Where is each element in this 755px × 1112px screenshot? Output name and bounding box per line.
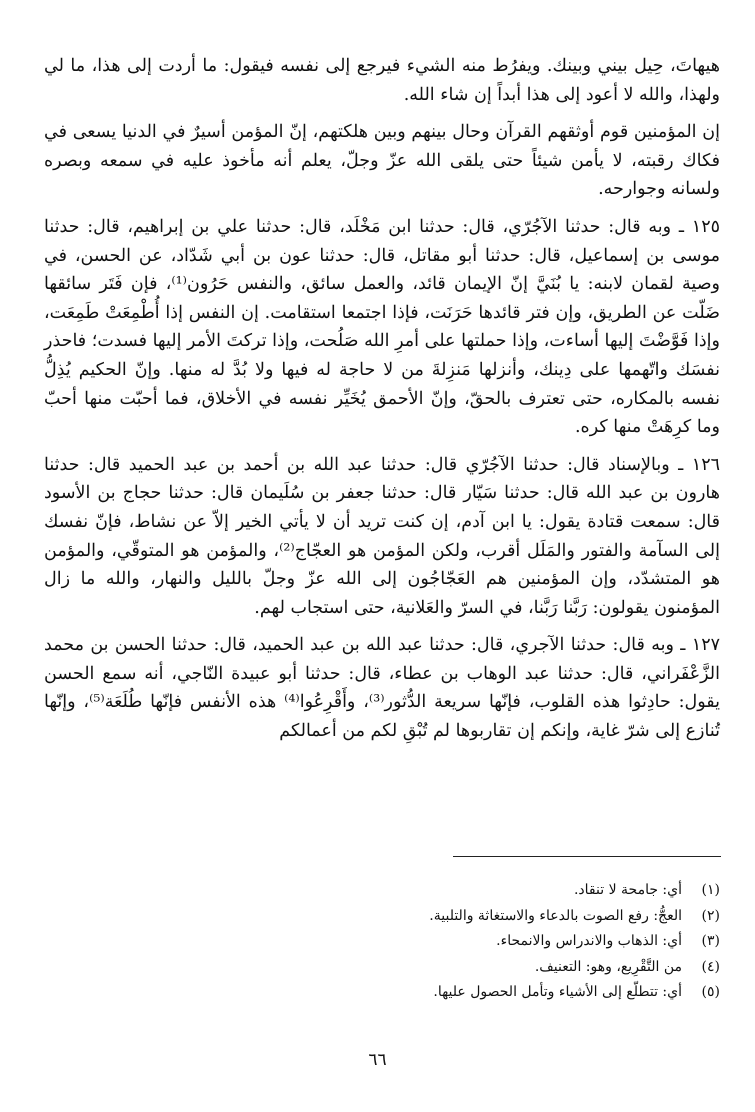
paragraph-hadith-125: ١٢٥ ـ وبه قال: حدثنا الآجُرّي، قال: حدثنا ابن مَخْلَد، قال: حدثنا علي بن إبراهيم، قال: حدثنا موسى بن إسماعيل، قال: حدثنا أبو مقاتل، قال: حدثنا عون بن أبي شَدّاد، عن الحسن، في وصية لقمان لابنه: يا بُنَيَّ إنّ الإيمان قائد، والعمل سائق، والنفس حَرُون⁽¹⁾، فإن فَتَر سائقها ضَلّت عن الطريق، وإن فتر قائدها حَرَنَت، فإذا اجتمعا استقامت. إن النفس إذا أُطْمِعَتْ طَمِعَت، وإذا فَوَّضْتَ إليها أساءت، وإذا حملتها على أمرِ الله صَلُحت، وإذا تركتَ الأمر إليها فسدت؛ فاحذر نفسَك واتّهمها على دِينك، وأنزلها مَنزِلةَ من لا حاجة له فيها ولا بُدَّ له منها. وإنّ الحكيم يُذِلُّ نفسه بالمكاره، حتى تعترف بالحقّ، وإنّ الأحمق يُخَيِّر نفسه في الأخلاق، فما أحبّت منها أحبّ وما كرِهَتْ منها كره. [44,216,721,438]
footnote-4 [200,955,720,981]
footnote-5 [200,980,720,1006]
footnotes [200,878,720,1006]
footnote-number: (١) [701,882,720,898]
footnote-number: (٥) [701,984,720,1001]
footnote-number: (٣) [701,933,720,950]
paragraph-continuation: هيهاتَ، حِيل بيني وبينك. ويفرُط منه الشيء فيرجع إلى نفسه فيقول: ما أردت إلى هذا، ما لي ولهذا، والله لا أعود إلى هذا أبداً إن شاء الله. [44,56,720,105]
footnote-divider [453,856,721,857]
paragraph-hadith-126: ١٢٦ ـ وبالإسناد قال: حدثنا الآجُرّي قال: حدثنا عبد الله بن أحمد بن عبد الحميد قال: حدثنا هارون بن عبد الله قال: حدثنا سَيّار قال: حدثنا جعفر بن سُلَيمان قال: حدثنا حجاج بن الأسود قال: سمعت قتادة يقول: يا ابن آدم، إن كنت تريد أن لا يأتي الخير إلاّ عن نشاط، فإنّ نفسك إلى السآمة والفتور والمَلَل أقرب، ولكن المؤمن هو العجّاج⁽²⁾، والمؤمن هو المتوقّي، والمؤمن هو المتشدّد، وإن المؤمنين هم العَجّاجُون إلى الله عزّ وجلّ بالليل والنهار، والله ما زال المؤمنون يقولون: رَبَّنا رَبَّنا، في السرّ والعَلانية، حتى استجاب لهم. [44,454,720,618]
main-text [44,52,720,746]
footnote-number: (٤) [701,958,720,975]
footnote-text: أي: جامحة لا تنقاد. [573,882,682,898]
page-number: ٦٦ [368,1050,387,1070]
footnote-text: أي: الذهاب والاندراس والانمحاء. [496,933,682,950]
footnote-text: من التَّقْرِيع، وهو: التعنيف. [534,958,682,975]
footnote-text: أي: تتطلّع إلى الأشياء وتأمل الحصول عليها. [433,984,682,1001]
paragraph-hadith-127: ١٢٧ ـ وبه قال: حدثنا الآجري، قال: حدثنا عبد الله بن عبد الحميد، قال: حدثنا الحسن بن محمد الزَّعْفَراني، قال: حدثنا عبد الوهاب بن عطاء، قال: حدثنا أبو عبيدة النّاجي، أنه سمع الحسن يقول: حادِثوا هذه القلوب، فإنّها سريعة الدُّثور⁽³⁾، وأَقْرِعُوا⁽⁴⁾ هذه الأنفس فإنّها طُلَعَة⁽⁵⁾، وإنّها تُنازع إلى شرّ غاية، وإنكم إن تقاربوها لم تُبْقِ لكم من أعمالكم [44,635,721,742]
footnote-3 [200,929,720,955]
footnote-number: (٢) [701,907,720,924]
footnote-text: العجُّ: رفع الصوت بالدعاء والاستغاثة والتلبية. [429,907,682,924]
footnote-1 [200,878,720,904]
paragraph-believers: إن المؤمنين قوم أوثقهم القرآن وحال بينهم وبين هلكتهم، إنّ المؤمن أسيرٌ في الدنيا يسعى في فكاك رقبته، لا يأمن شيئاً حتى يلقى الله عزّ وجلّ، يعلم أنه مأخوذ عليه في سمعه وبصره ولسانه وجوارحه. [44,122,720,200]
footnote-2 [200,904,720,930]
